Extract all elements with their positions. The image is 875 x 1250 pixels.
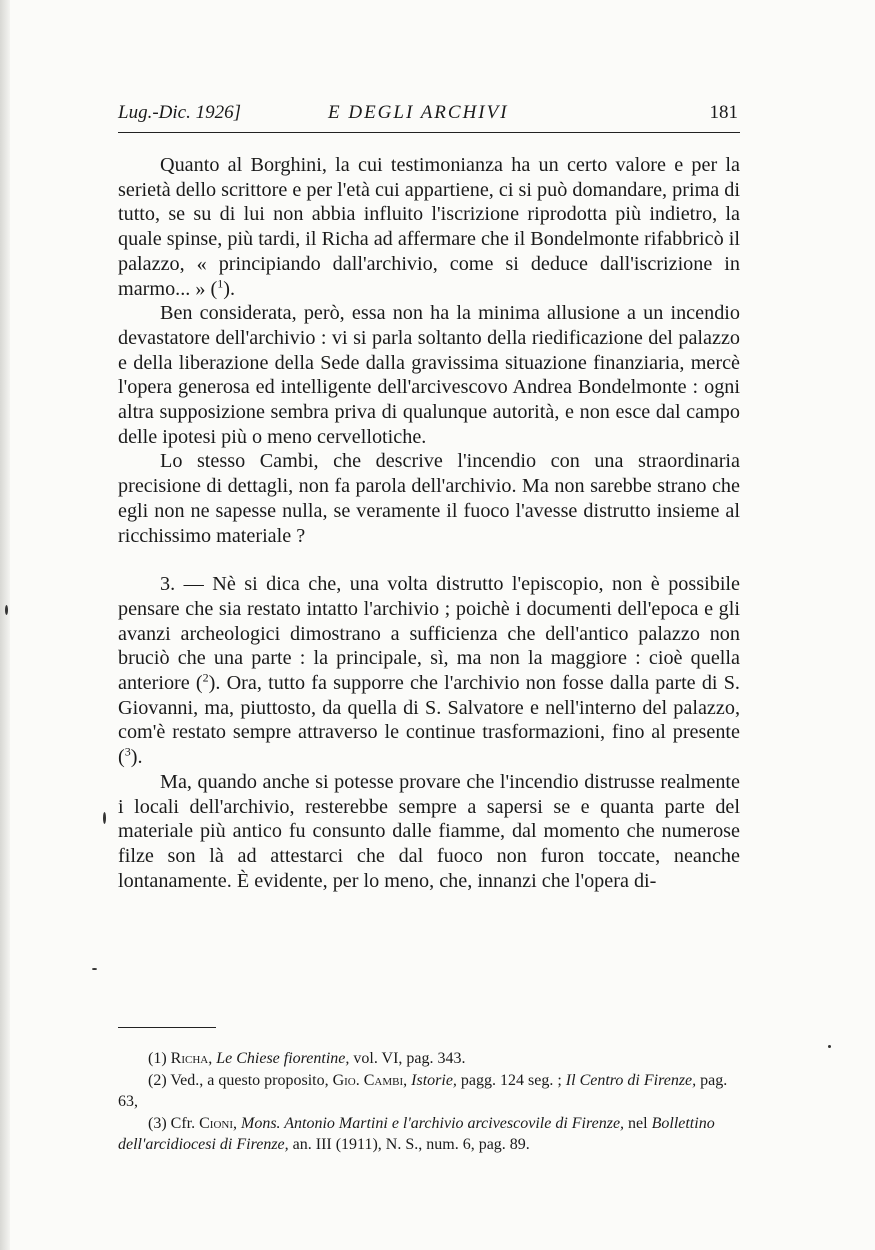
paragraph-1: Quanto al Borghini, la cui testimonianza ha un certo valore e per la serietà dello scrittore e per l'età cui appartiene, ci si può domandare, prima di tutto, se su di lui non abbia influito l'iscrizione riprodotta più indietro, la quale spinse, più tardi, il Richa ad affermare che il Bondelmonte rifabbricò il palazzo, « principiando dall'archivio, come si deduce dall'iscrizione in marmo... » ($^1$). <box>118 154 740 300</box>
footnote-title: Istorie, <box>411 1071 457 1089</box>
header-rule <box>118 132 740 133</box>
running-head-date: Lug.-Dic. 1926] <box>118 102 241 123</box>
scan-speck <box>92 968 97 970</box>
scan-edge-shadow <box>0 0 10 1250</box>
paragraph-2: Ben considerata, però, essa non ha la minima allusione a un incendio devastatore dell'archivio : vi si parla soltanto della riedificazione del palazzo e della liberazione della Sede dalla gravissima situazione finanziaria, mercè l'opera generosa ed intelligente dell'arcivescovo Andrea Bondelmonte : ogni altra supposizione sembra priva di qualunque autorità, e non esce dal campo delle ipotesi più o meno cervellotiche. <box>118 302 740 448</box>
footnote-text: Ved., a questo proposito, <box>170 1071 329 1089</box>
page-number: 181 <box>709 102 738 123</box>
scan-speck <box>103 812 106 824</box>
footnote-author: Cioni, <box>199 1114 237 1132</box>
footnote-rule <box>118 1027 216 1028</box>
footnote-text: pag. 63, <box>118 1071 728 1110</box>
footnote-title-2: Bollettino dell'arcidiocesi di Firenze, <box>118 1114 715 1153</box>
paragraph-4: 3. — Nè si dica che, una volta distrutto l'episcopio, non è possibile pensare che sia restato intatto l'archivio ; poichè i documenti dell'epoca e gli avanzi archeologici dimostrano a sufficienza che dell'antico palazzo non bruciò che una parte : la principale, sì, ma non la maggiore : cioè quella anteriore ($^2$). Ora, tutto fa supporre che l'archivio non fosse dalla parte di S. Giovanni, ma, piuttosto, da quella di S. Salvatore e nell'interno del palazzo, com'è restato sempre attraverso le continue trasformazioni, fino al presente ($^3$). <box>118 573 740 769</box>
footnote-text: vol. VI, pag. 343. <box>353 1050 466 1067</box>
footnote-1 <box>118 1048 740 1070</box>
footnote-title: Le Chiese fiorentine, <box>216 1050 350 1067</box>
footnote-text: pagg. 124 seg. ; <box>460 1071 562 1089</box>
footnote-2 <box>118 1070 740 1113</box>
footnote-ref-1[interactable]: 1 <box>217 275 224 290</box>
footnote-author: Richa, <box>170 1050 213 1067</box>
footnote-text: Cfr. <box>170 1114 196 1132</box>
running-head-title: E DEGLI ARCHIVI <box>328 102 509 123</box>
paragraph-3: Lo stesso Cambi, che descrive l'incendio con una straordinaria precisione di dettagli, non fa parola dell'archivio. Ma non sarebbe strano che egli non ne sapesse nulla, se veramente il fuoco l'avesse distrutto insieme al ricchissimo materiale ? <box>118 450 740 547</box>
footnotes <box>118 1048 740 1156</box>
footnote-author: Gio. Cambi, <box>332 1071 408 1089</box>
scan-speck <box>828 1045 831 1048</box>
footnote-mark: (2) <box>148 1071 167 1089</box>
footnote-text: an. III (1911), N. S., num. 6, pag. 89. <box>292 1136 530 1153</box>
footnote-title: Mons. Antonio Martini e l'archivio arcivescovile di Firenze, <box>241 1114 625 1132</box>
paragraph-5: Ma, quando anche si potesse provare che l'incendio distrusse realmente i locali dell'archivio, resterebbe sempre a sapersi se e quanta parte del materiale più antico fu consunto dalle fiamme, dal momento che numerose filze son là ad attestarci che dal fuoco non furon toccate, neanche lontanamente. È evidente, per lo meno, che, innanzi che l'opera di- <box>118 770 740 892</box>
scan-speck <box>5 605 8 615</box>
footnote-title-2: Il Centro di Firenze, <box>565 1071 697 1089</box>
footnote-mark: (3) <box>148 1114 167 1132</box>
footnote-ref-3[interactable]: 3 <box>124 744 131 759</box>
footnote-3 <box>118 1113 740 1156</box>
body-text <box>118 153 740 893</box>
footnote-ref-2[interactable]: 2 <box>202 670 209 685</box>
running-head <box>118 100 740 130</box>
footnote-text: nel <box>628 1114 648 1132</box>
footnote-mark: (1) <box>148 1050 167 1067</box>
